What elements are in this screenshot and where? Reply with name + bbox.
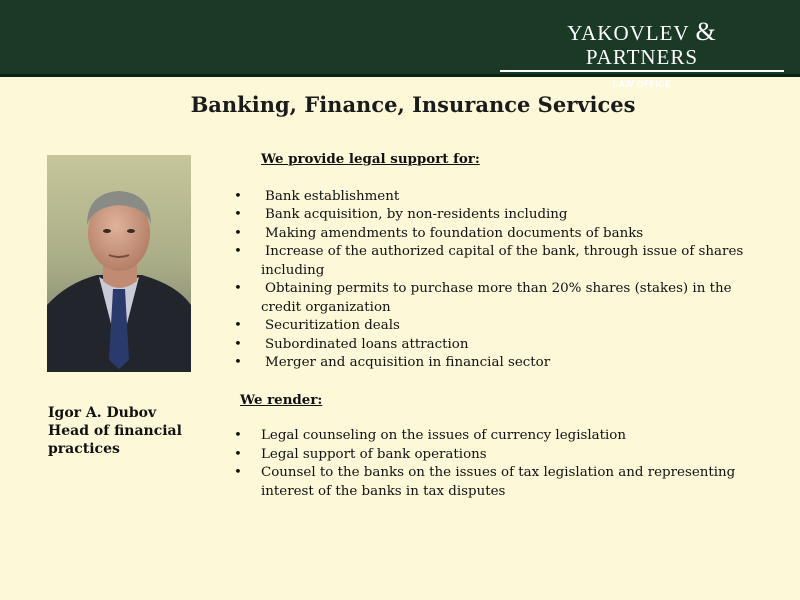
list-item: • Securitization deals [234,317,764,336]
list-item: • Making amendments to foundation documents of banks [234,225,764,244]
person-caption [48,404,198,458]
legal-support-list [234,188,764,373]
list-item: • Bank establishment [234,188,764,207]
brand-name-part1: YAKOVLEV [567,21,690,45]
list-item: • Legal counseling on the issues of currency legislation [234,427,764,446]
portrait-photo [47,155,191,372]
we-render-list [234,427,764,501]
list-item: • Legal support of bank operations [234,446,764,465]
list-item: • Obtaining permits to purchase more than 20% shares (stakes) in the credit organization [234,280,764,317]
section-heading-we-render: We render: [240,391,323,408]
person-role-line1: Head of financial [48,423,182,439]
brand-name [500,17,784,72]
brand-logo [500,17,784,89]
list-item: • Bank acquisition, by non-residents including [234,206,764,225]
brand-subtitle: LAW OFFICE [612,79,672,89]
list-item: • Increase of the authorized capital of the bank, through issue of shares including [234,243,764,280]
page-title: Banking, Finance, Insurance Services [190,92,636,117]
list-item: • Subordinated loans attraction [234,336,764,355]
list-item: • Merger and acquisition in financial sector [234,354,764,373]
header-bar [0,0,800,89]
list-item: • Counsel to the banks on the issues of tax legislation and representing interest of the banks in tax disputes [234,464,764,501]
brand-name-part2: PARTNERS [585,45,699,69]
brand-ampersand: & [695,17,717,46]
services-content [234,150,764,501]
person-name: Igor A. Dubov [48,405,157,421]
person-role-line2: practices [48,441,120,457]
section-heading-legal-support: We provide legal support for: [261,151,480,167]
